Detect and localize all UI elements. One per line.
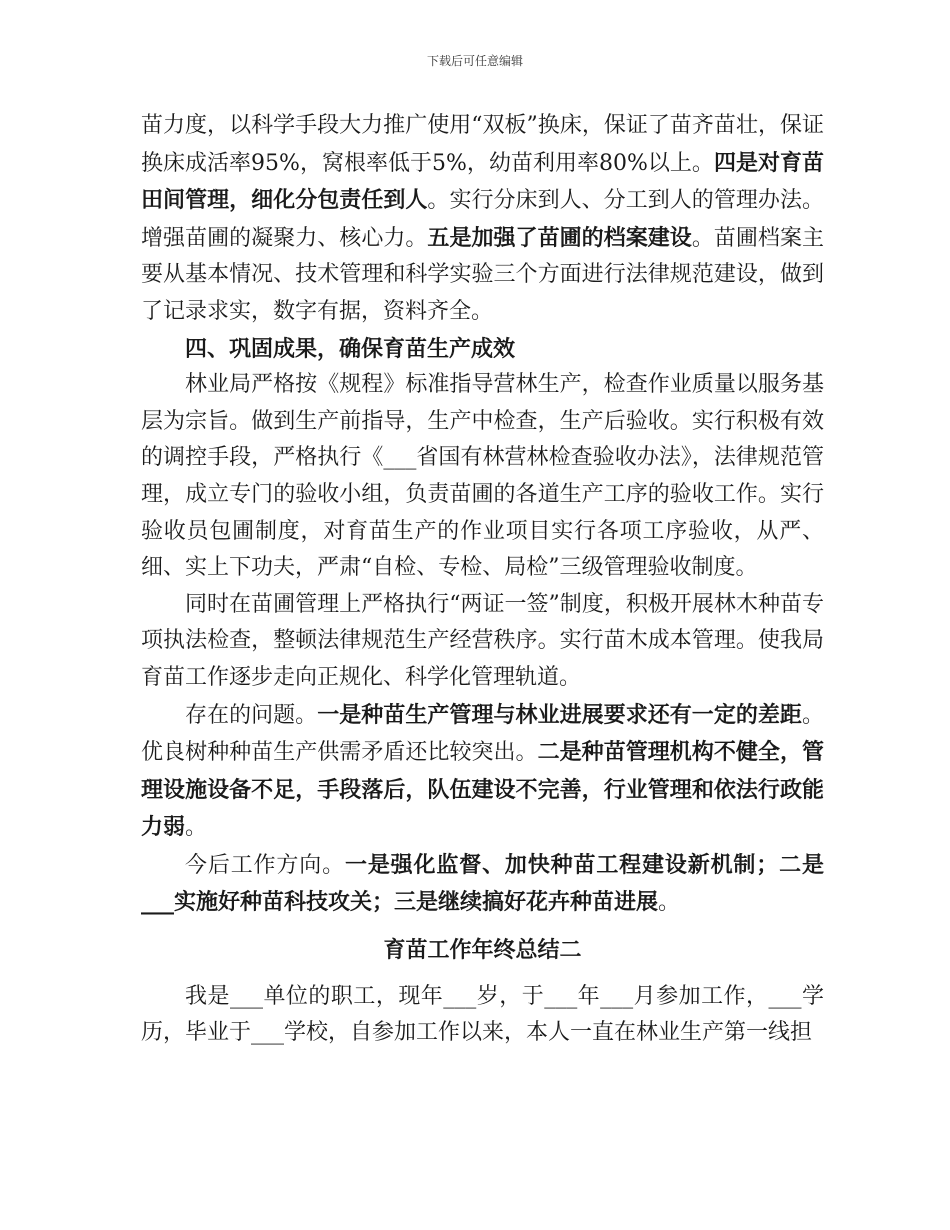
bold-segment: 一是种苗生产管理与林业进展要求还有一定的差距	[317, 701, 802, 728]
text-segment: 。实行分床到人、分工到人的管理办法。增强苗圃的凝聚力、核心力。	[141, 188, 824, 251]
text-segment: 。苗圃档案主要从基本情况、技术管理和科学实验三个方面进行法律规范建设，做到了记录求实，数字有据，资料齐全。	[141, 225, 824, 324]
text-segment: 存在的问题。	[185, 702, 318, 728]
bold-segment: 二是种苗管理机构不健全，管理设施设备不足，手段落后，队伍建设不完善，行业管理和依法行政能力弱	[141, 739, 824, 841]
bold-segment: 四是对育苗田间管理，细化分包责任到人	[141, 149, 824, 214]
paragraph-nursery-management	[141, 108, 824, 331]
paragraph-future-direction	[141, 847, 824, 922]
text-segment: 今后工作方向。	[185, 852, 345, 878]
text-segment: 苗力度，以科学手段大力推广使用“双板”换床，保证了苗齐苗壮，保证换床成活率95%，窝根率低于5%，幼苗利用率80%以上。	[141, 113, 824, 176]
text-segment: 。	[658, 890, 681, 916]
paragraph-intro-2: 我是___单位的职工，现年___岁，于___年___月参加工作，___学历，毕业于___学校，自参加工作以来，本人一直在林业生产第一线担	[141, 983, 824, 1046]
bold-segment: 五是加强了苗圃的档案建设	[427, 224, 692, 251]
text-segment: 。	[185, 815, 208, 841]
section-heading-4: 四、巩固成果，确保育苗生产成效	[185, 335, 516, 362]
text-segment: 。优良树种种苗生产供需矛盾还比较突出。	[141, 702, 824, 766]
document-title-2: 育苗工作年终总结二	[383, 937, 582, 964]
page-header: 下载后可任意编辑	[426, 54, 523, 68]
document-body	[141, 108, 824, 1052]
paragraph-certification: 同时在苗圃管理上严格执行“两证一签”制度，积极开展林木种苗专项执法检查，整顿法律规范生产经营秩序。实行苗木成本管理。使我局育苗工作逐步走向正规化、科学化管理轨道。	[141, 591, 824, 690]
paragraph-problems	[141, 697, 824, 847]
bold-segment: 一是强化监督、加快种苗工程建设新机制；二是___实施好种苗科技攻关；三是继续搞好花卉种苗进展	[141, 851, 824, 916]
paragraph-inspection: 林业局严格按《规程》标准指导营林生产，检查作业质量以服务基层为宗旨。做到生产前指导，生产中检查，生产后验收。实行积极有效的调控手段，严格执行《___省国有林营林检查验收办法》，法律规范管理，成立专门的验收小组，负责苗圃的各道生产工序的验收工作。实行验收员包圃制度，对育苗生产的作业项目实行各项工序验收，从严、细、实上下功夫，严肃“自检、专检、局检”三级管理验收制度。	[141, 372, 824, 581]
